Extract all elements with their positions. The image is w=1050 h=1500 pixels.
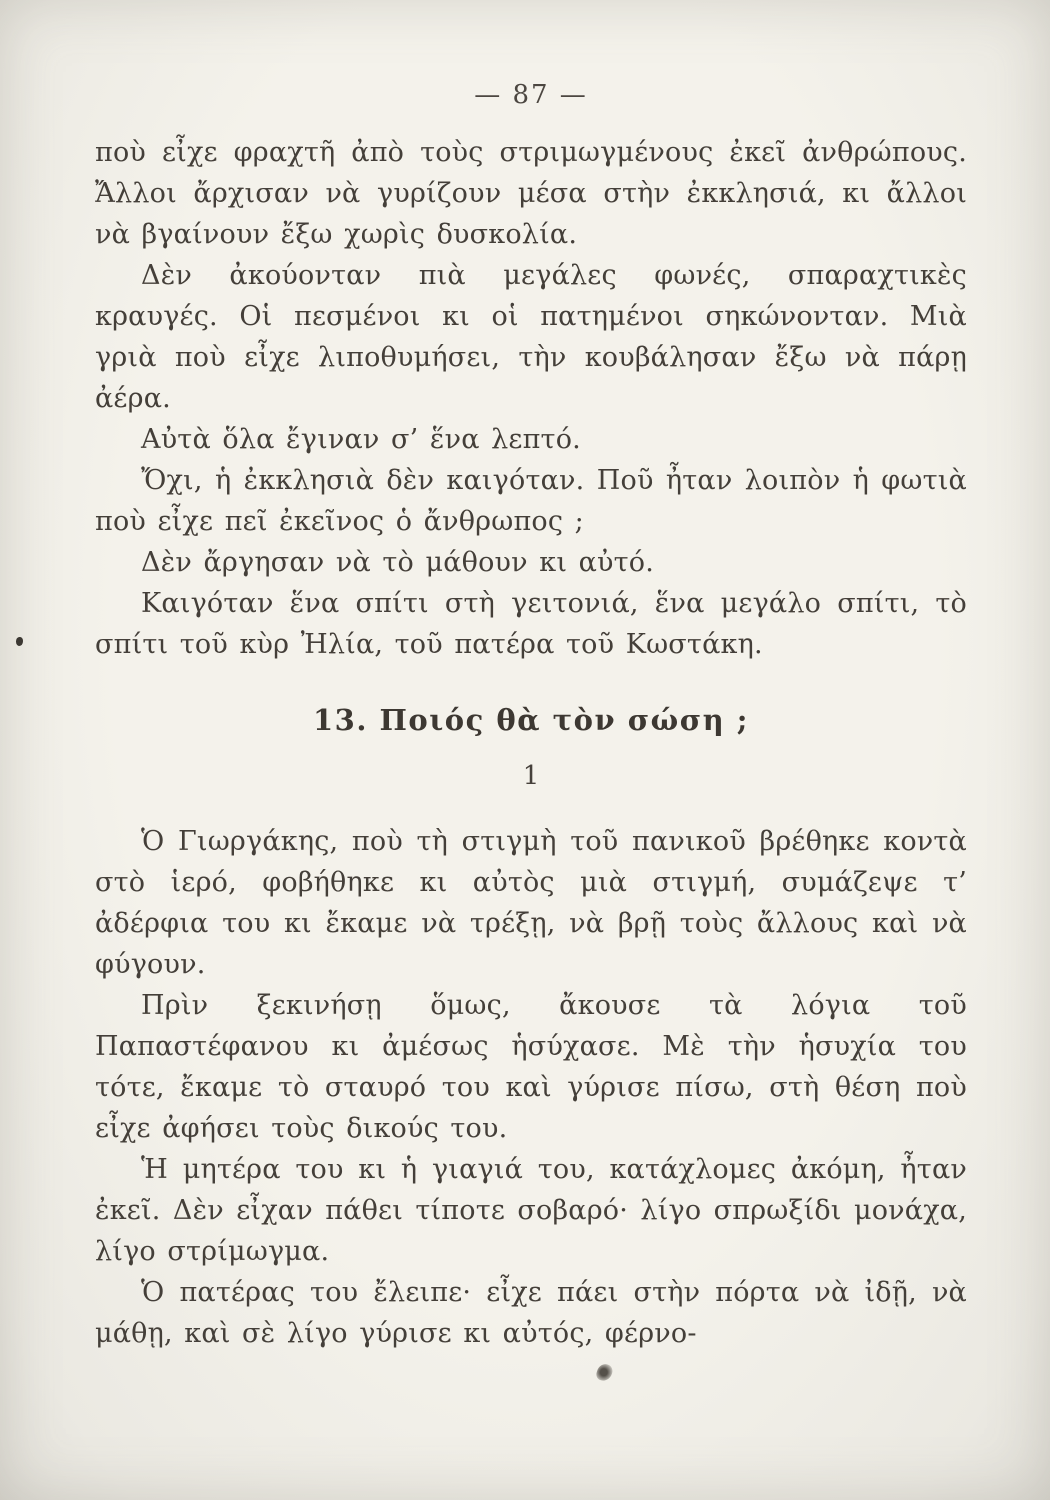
paragraph: Δὲν ἄργησαν νὰ τὸ μάθουν κι αὐτό. xyxy=(141,547,655,578)
paragraph: Ὁ Γιωργάκης, ποὺ τὴ στιγμὴ τοῦ πανικοῦ βρέθηκε κοντὰ στὸ ἱερό, φοβήθηκε κι αὐτὸς μιὰ στιγμή, συμάζεψε τ’ ἀδέρφια του κι ἔκαμε νὰ τρέξῃ, νὰ βρῇ τοὺς ἄλλους καὶ νὰ φύγουν. xyxy=(95,826,967,980)
subsection-number: 1 xyxy=(522,761,540,791)
page-speck xyxy=(16,637,23,646)
section-heading: 13. Ποιός θὰ τὸν σώση ; xyxy=(313,703,749,737)
paragraph: Ὄχι, ἡ ἐκκλησιὰ δὲν καιγόταν. Ποῦ ἦταν λοιπὸν ἡ φωτιὰ ποὺ εἶχε πεῖ ἐκεῖνος ὁ ἄνθρωπος ; xyxy=(95,465,967,537)
paragraph: Δὲν ἀκούονταν πιὰ μεγάλες φωνές, σπαραχτικὲς κραυγές. Οἱ πεσμένοι κι οἱ πατημένοι σηκώνονταν. Μιὰ γριὰ ποὺ εἶχε λιποθυμήσει, τὴν κουβάλησαν ἔξω νὰ πάρῃ ἀέρα. xyxy=(95,260,967,414)
paragraph: Αὐτὰ ὅλα ἔγιναν σ’ ἕνα λεπτό. xyxy=(141,424,581,455)
page-content xyxy=(95,80,967,1354)
paragraph: Πρὶν ξεκινήσῃ ὅμως, ἄκουσε τὰ λόγια τοῦ Παπαστέφανου κι ἀμέσως ἡσύχασε. Μὲ τὴν ἡσυχία του τότε, ἔκαμε τὸ σταυρό του καὶ γύρισε πίσω, στὴ θέση ποὺ εἶχε ἀφήσει τοὺς δικούς του. xyxy=(95,990,967,1144)
paragraph: ποὺ εἶχε φραχτῆ ἀπὸ τοὺς στριμωγμένους ἐκεῖ ἀνθρώπους. Ἄλλοι ἄρχισαν νὰ γυρίζουν μέσα στὴν ἐκκλησιά, κι ἄλλοι νὰ βγαίνουν ἔξω χωρὶς δυσκολία. xyxy=(95,137,967,250)
paragraph: Ἡ μητέρα του κι ἡ γιαγιά του, κατάχλομες ἀκόμη, ἦταν ἐκεῖ. Δὲν εἶχαν πάθει τίποτε σοβαρό· λίγο σπρωξίδι μονάχα, λίγο στρίμωγμα. xyxy=(95,1154,967,1267)
page-number: — 87 — xyxy=(474,80,588,110)
paragraph: Καιγόταν ἕνα σπίτι στὴ γειτονιά, ἕνα μεγάλο σπίτι, τὸ σπίτι τοῦ κὺρ Ἠλία, τοῦ πατέρα τοῦ Κωστάκη. xyxy=(95,588,967,660)
ink-smudge xyxy=(595,1362,615,1383)
paragraph: Ὁ πατέρας του ἔλειπε· εἶχε πάει στὴν πόρτα νὰ ἰδῇ, νὰ μάθῃ, καὶ σὲ λίγο γύρισε κι αὐτός, φέρνο- xyxy=(95,1277,967,1349)
